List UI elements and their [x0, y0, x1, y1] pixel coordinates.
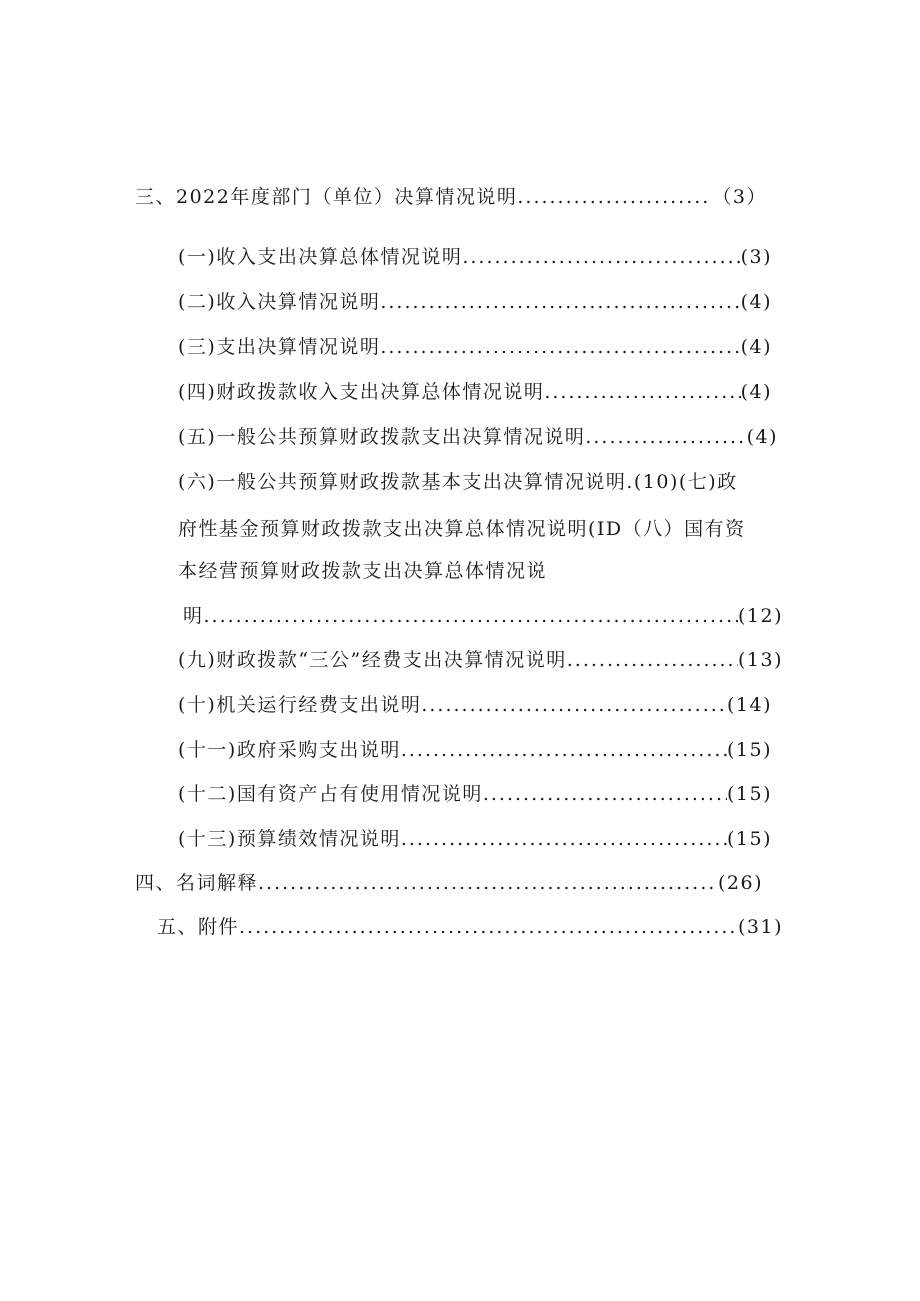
toc-page-number: (14)	[726, 694, 772, 716]
dot-leader	[239, 914, 738, 940]
toc-item-3-6-line4[interactable]	[183, 603, 783, 629]
dot-leader	[204, 603, 738, 629]
toc-page-number: (4)	[746, 426, 778, 448]
toc-item-3-12[interactable]	[178, 781, 772, 807]
toc-page-number: （3）	[712, 186, 767, 208]
toc-page-number: (15)	[726, 828, 772, 850]
toc-page-number: (12)	[737, 605, 783, 627]
toc-section-3[interactable]	[135, 184, 767, 210]
toc-title: (六)一般公共预算财政拨款基本支出决算情况说明.(10)(七)政	[178, 471, 738, 493]
toc-title: (十二)国有资产占有使用情况说明	[178, 783, 483, 805]
dot-leader	[567, 647, 738, 673]
toc-item-3-6-line3[interactable]	[178, 558, 547, 584]
toc-title: (十三)预算绩效情况说明	[178, 828, 401, 850]
dot-leader	[401, 826, 727, 852]
toc-page-number: (4)	[740, 336, 772, 358]
toc-title: 五、附件	[157, 916, 240, 938]
toc-title: (一)收入支出决算总体情况说明	[178, 246, 463, 268]
toc-title: 本经营预算财政拨款支出决算总体情况说	[178, 560, 548, 582]
toc-title: (五)一般公共预算财政拨款支出决算情况说明	[178, 426, 586, 448]
dot-leader	[258, 870, 718, 896]
toc-title: (九)财政拨款“三公”经费支出决算情况说明	[178, 649, 567, 671]
toc-item-3-11[interactable]	[178, 737, 772, 763]
toc-page-number: (3)	[740, 246, 772, 268]
toc-item-3-10[interactable]	[178, 692, 772, 718]
dot-leader	[483, 781, 727, 807]
dot-leader	[462, 244, 740, 270]
toc-title: 四、名词解释	[135, 872, 259, 894]
toc-item-3-5[interactable]	[178, 424, 778, 450]
dot-leader	[421, 692, 727, 718]
toc-title: (十)机关运行经费支出说明	[178, 694, 422, 716]
toc-section-5[interactable]	[157, 914, 783, 940]
toc-page-number: (15)	[726, 783, 772, 805]
toc-item-3-6-line1[interactable]	[178, 469, 738, 495]
toc-item-3-6-line2[interactable]	[178, 516, 746, 542]
toc-item-3-9[interactable]	[178, 647, 783, 673]
toc-page-number: (4)	[740, 381, 772, 403]
toc-page-number: (15)	[726, 739, 772, 761]
dot-leader	[585, 424, 746, 450]
toc-title: 府性基金预算财政拨款支出决算总体情况说明(ID（八）国有资	[178, 518, 746, 540]
toc-item-3-1[interactable]	[178, 244, 772, 270]
toc-title: (四)财政拨款收入支出决算总体情况说明	[178, 381, 545, 403]
dot-leader	[517, 184, 712, 210]
dot-leader	[380, 334, 740, 360]
toc-title: (三)支出决算情况说明	[178, 336, 381, 358]
toc-item-3-4[interactable]	[178, 379, 772, 405]
toc-page-number: (31)	[737, 916, 783, 938]
toc-page-number: (13)	[737, 649, 783, 671]
toc-title: (十一)政府采购支出说明	[178, 739, 401, 761]
dot-leader	[401, 737, 727, 763]
toc-title: 明	[183, 605, 204, 627]
toc-title: (二)收入决算情况说明	[178, 291, 381, 313]
toc-page-number: (26)	[717, 872, 763, 894]
toc-page-number: (4)	[740, 291, 772, 313]
toc-item-3-13[interactable]	[178, 826, 772, 852]
dot-leader	[544, 379, 740, 405]
toc-item-3-2[interactable]	[178, 289, 772, 315]
toc-section-4[interactable]	[135, 870, 763, 896]
toc-title: 三、2022年度部门（单位）决算情况说明	[135, 186, 518, 208]
dot-leader	[380, 289, 740, 315]
toc-item-3-3[interactable]	[178, 334, 772, 360]
